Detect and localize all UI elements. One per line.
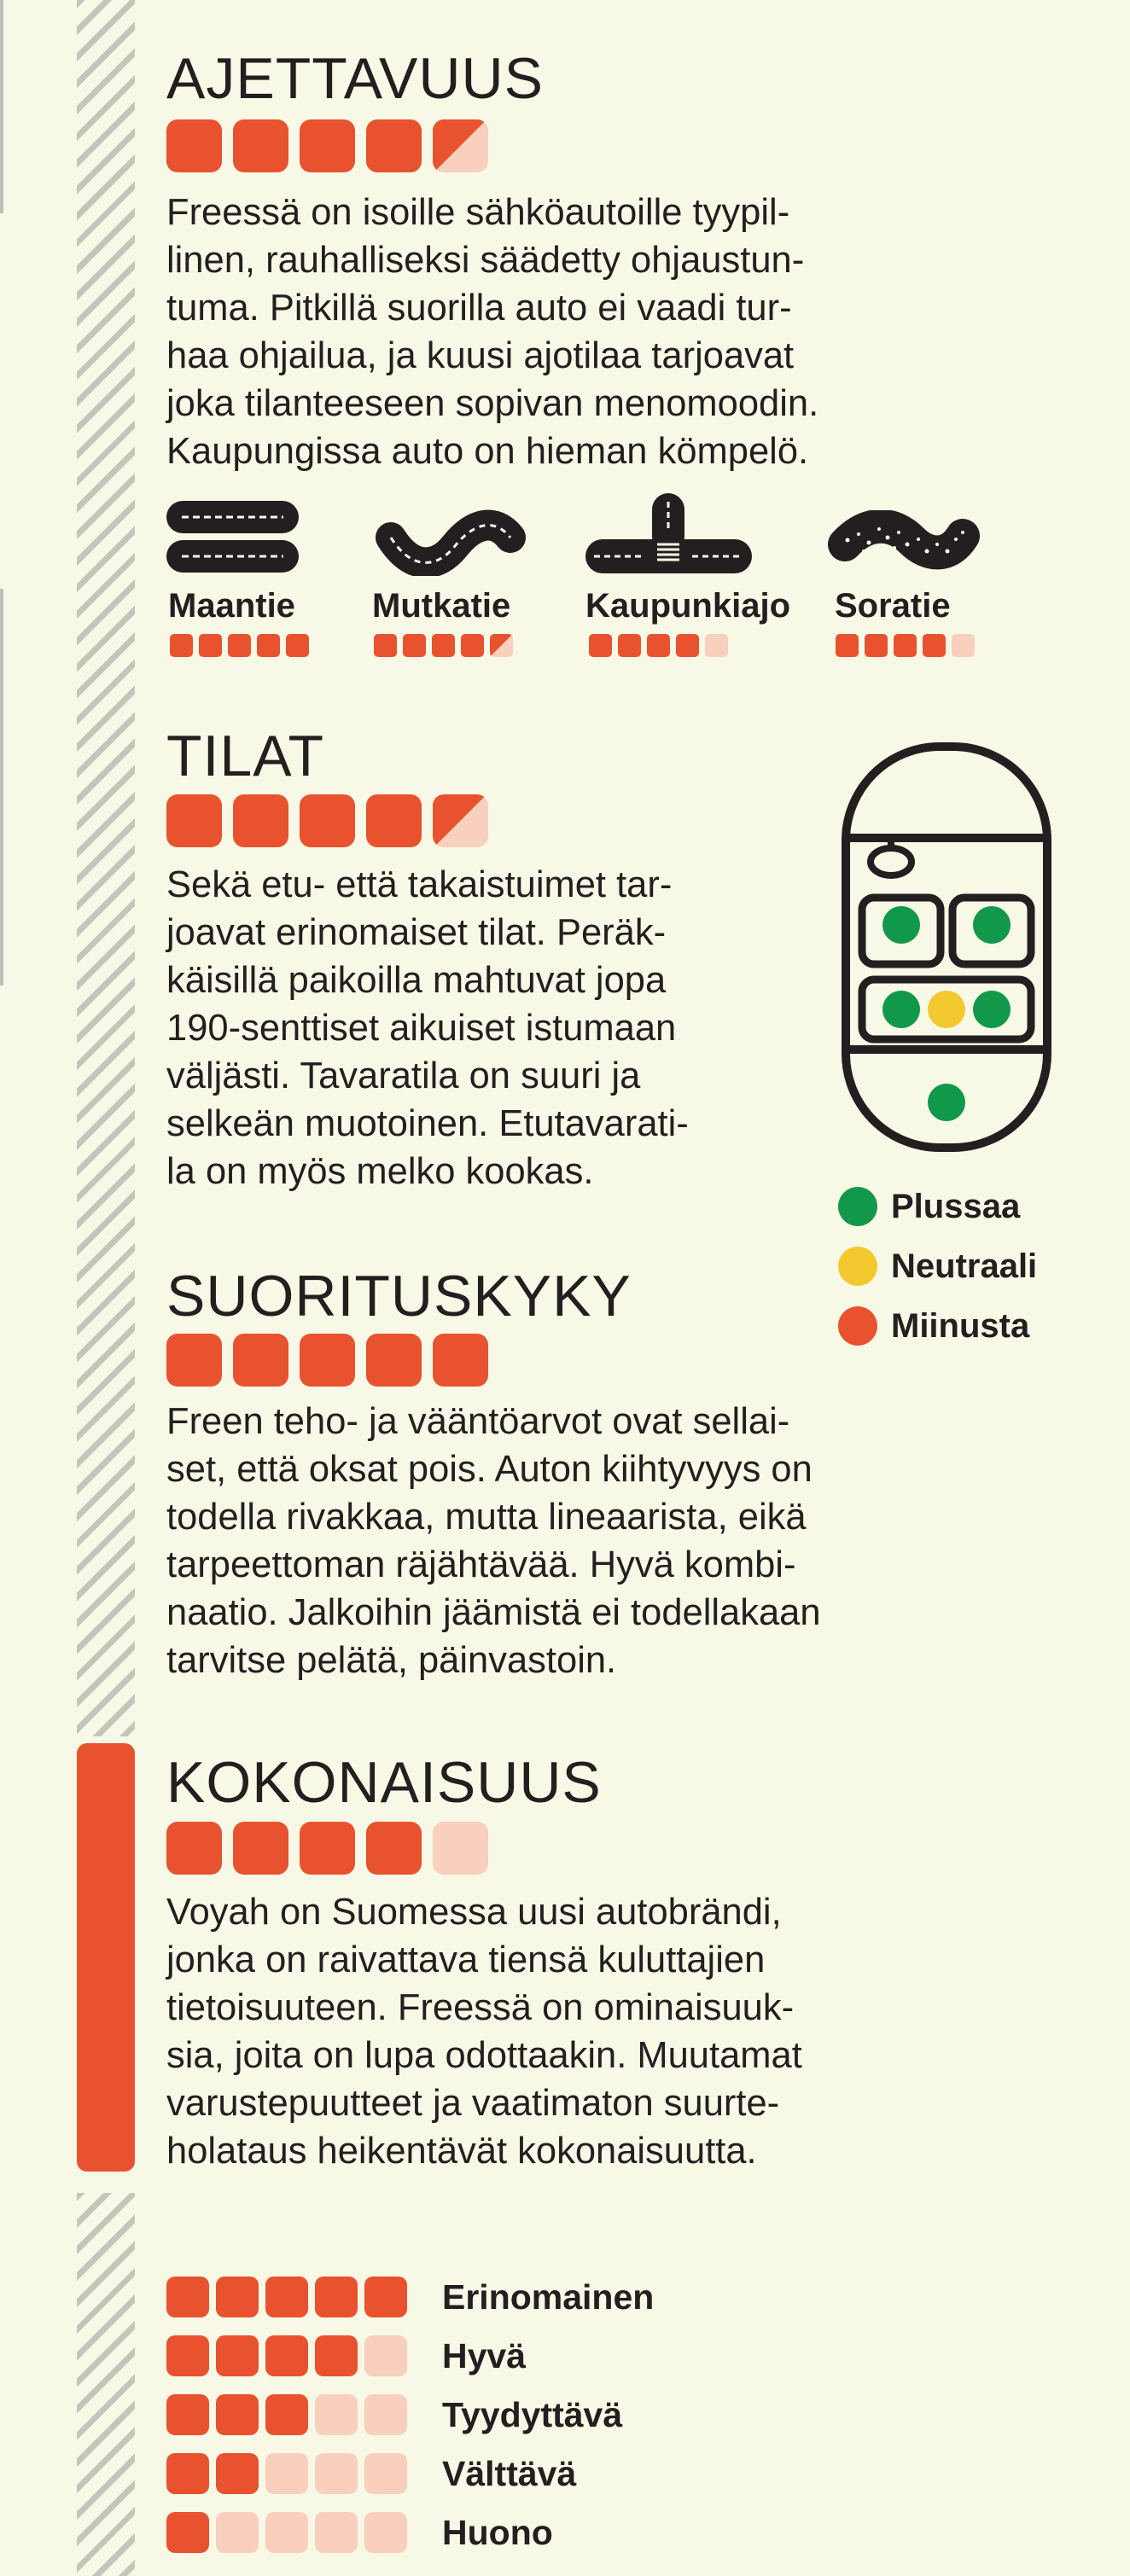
rating-squares <box>166 1334 488 1387</box>
rating-square <box>433 794 488 847</box>
section-title: SUORITUSKYKY <box>166 1264 632 1329</box>
rating-square <box>836 634 859 657</box>
cargo-dot <box>928 1084 965 1121</box>
rating-square <box>257 634 280 657</box>
legend-label: Miinusta <box>891 1306 1030 1345</box>
rating-square <box>233 119 288 172</box>
road-label-soratie: Soratie <box>835 587 951 625</box>
rating-square <box>170 634 193 657</box>
gravel-road-icon <box>826 510 980 574</box>
road-rating-maantie <box>170 634 309 657</box>
rear-middle-seat-dot <box>928 991 965 1028</box>
rating-square <box>315 2335 358 2376</box>
text-line: Kaupungissa auto on hieman kömpelö. <box>166 431 809 472</box>
text-line: todella rivakkaa, mutta lineaarista, eikä <box>166 1497 807 1538</box>
rating-square <box>676 634 699 657</box>
rating-square <box>315 2512 358 2553</box>
rating-square <box>461 634 484 657</box>
legend-dot <box>838 1306 877 1346</box>
rating-square <box>315 2277 358 2317</box>
section-text <box>166 861 689 1195</box>
rating-square <box>216 2335 259 2376</box>
page-edge-line <box>0 589 3 986</box>
scale-squares <box>166 2394 410 2435</box>
rating-square <box>490 634 513 657</box>
legend-item-plussaa <box>838 1187 1020 1226</box>
scale-squares <box>166 2453 410 2494</box>
scale-squares <box>166 2512 410 2553</box>
rating-square <box>403 634 426 657</box>
legend-label: Neutraali <box>891 1247 1038 1285</box>
rating-squares <box>166 794 488 847</box>
rating-square <box>374 634 397 657</box>
text-line: tarpeettoman räjähtävää. Hyvä kombi- <box>166 1544 796 1585</box>
rear-left-seat-dot <box>882 991 920 1028</box>
text-line: set, että oksat pois. Auton kiihtyvyys on <box>166 1449 813 1490</box>
rating-square <box>216 2453 259 2494</box>
highway-icon <box>166 499 299 576</box>
rating-square <box>865 634 888 657</box>
rear-right-seat-dot <box>973 991 1011 1028</box>
scale-row-tyydyttava <box>166 2394 622 2435</box>
section-title: AJETTAVUUS <box>166 46 544 111</box>
text-line: joka tilanteeseen sopivan menomoodin. <box>166 383 819 424</box>
road-rating-mutkatie <box>374 634 513 657</box>
text-line: Sekä etu- että takaistuimet tar- <box>166 864 673 905</box>
rating-square <box>364 2394 407 2435</box>
rating-square <box>265 2512 308 2553</box>
section-text <box>166 1398 821 1684</box>
rating-square <box>166 2335 209 2376</box>
text-line: joavat erinomaiset tilat. Peräk- <box>166 912 667 953</box>
text-line: tietoisuuteen. Freessä on ominaisuuk- <box>166 1987 795 2028</box>
section-title: KOKONAISUUS <box>166 1750 602 1815</box>
decorative-stripe-top <box>77 0 135 1736</box>
text-line: naatio. Jalkoihin jäämistä ei todellakaan <box>166 1592 821 1633</box>
text-line: käisillä paikoilla mahtuvat jopa <box>166 960 667 1001</box>
highlight-bar <box>77 1743 135 2172</box>
rating-square <box>366 794 422 847</box>
rating-square <box>166 119 222 172</box>
rating-square <box>233 1334 288 1387</box>
scale-label: Välttävä <box>442 2453 577 2493</box>
rating-square <box>432 634 455 657</box>
rating-square <box>300 119 355 172</box>
rating-square <box>286 634 309 657</box>
scale-row-valttava <box>166 2453 576 2494</box>
scale-row-huono <box>166 2512 553 2553</box>
scale-squares <box>166 2335 410 2376</box>
text-line: holataus heikentävät kokonaisuutta. <box>166 2131 757 2172</box>
section-title: TILAT <box>166 724 325 788</box>
decorative-stripe-bottom <box>77 2193 135 2576</box>
rating-square <box>166 1334 222 1387</box>
rating-squares <box>166 119 488 172</box>
rating-square <box>315 2453 358 2494</box>
text-line: tuma. Pitkillä suorilla auto ei vaadi tur- <box>166 288 792 329</box>
text-line: linen, rauhalliseksi säädetty ohjaustun- <box>166 240 805 281</box>
rating-square <box>433 1822 488 1875</box>
rating-square <box>233 1822 288 1875</box>
text-line: 190-senttiset aikuiset istumaan <box>166 1008 677 1049</box>
text-line: Voyah on Suomessa uusi autobrändi, <box>166 1892 782 1933</box>
road-rating-soratie <box>836 634 975 657</box>
winding-road-icon <box>374 508 527 576</box>
road-rating-kaupunkiajo <box>589 634 728 657</box>
scale-row-hyva <box>166 2335 526 2376</box>
page-edge-line <box>0 0 3 213</box>
rating-square <box>647 634 670 657</box>
section-text <box>166 1888 802 2175</box>
rating-square <box>166 1822 222 1875</box>
road-label-mutkatie: Mutkatie <box>372 587 511 625</box>
scale-label: Hyvä <box>442 2335 527 2375</box>
scale-label: Erinomainen <box>442 2277 655 2317</box>
legend-item-neutraali <box>838 1247 1037 1286</box>
rating-square <box>228 634 251 657</box>
text-line: jonka on raivattava tiensä kuluttajien <box>166 1939 766 1980</box>
rating-square <box>265 2335 308 2376</box>
rating-square <box>166 2394 209 2435</box>
scale-row-erinomainen <box>166 2277 654 2317</box>
text-line: Freessä on isoille sähköautoille tyypil- <box>166 192 790 233</box>
legend-dot <box>838 1247 877 1286</box>
rating-square <box>300 794 355 847</box>
rating-square <box>300 1334 355 1387</box>
front-left-seat-dot <box>882 906 920 944</box>
rating-square <box>300 1822 355 1875</box>
rating-square <box>265 2453 308 2494</box>
rating-square <box>923 634 946 657</box>
rating-square <box>216 2394 259 2435</box>
city-crossroad-icon <box>585 493 752 579</box>
seat-dots <box>882 906 1011 1121</box>
rating-square <box>216 2277 259 2317</box>
rating-square <box>364 2277 407 2317</box>
rating-square <box>265 2394 308 2435</box>
rating-square <box>894 634 917 657</box>
rating-square <box>433 119 488 172</box>
rating-square <box>199 634 222 657</box>
rating-square <box>366 119 422 172</box>
text-line: tarvitse pelätä, päinvastoin. <box>166 1640 617 1681</box>
road-label-kaupunkiajo: Kaupunkiajo <box>585 587 791 625</box>
text-line: haa ohjailua, ja kuusi ajotilaa tarjoavat <box>166 335 795 376</box>
rating-square <box>364 2512 407 2553</box>
legend-label: Plussaa <box>891 1187 1021 1225</box>
rating-square <box>952 634 975 657</box>
rating-square <box>364 2453 407 2494</box>
text-line: varustepuutteet ja vaatimaton suurte- <box>166 2083 780 2124</box>
text-line: Freen teho- ja vääntöarvot ovat sellai- <box>166 1401 790 1442</box>
scale-squares <box>166 2277 410 2317</box>
rating-square <box>265 2277 308 2317</box>
front-right-seat-dot <box>973 906 1011 944</box>
rating-squares <box>166 1822 488 1875</box>
car-seat-layout-icon <box>842 742 1051 1156</box>
scale-label: Huono <box>442 2512 553 2552</box>
rating-square <box>166 2277 209 2317</box>
rating-square <box>166 2453 209 2494</box>
rating-square <box>233 794 288 847</box>
rating-square <box>366 1334 422 1387</box>
rating-square <box>366 1822 422 1875</box>
section-text <box>166 189 818 475</box>
rating-square <box>705 634 728 657</box>
scale-label: Tyydyttävä <box>442 2394 623 2434</box>
rating-square <box>216 2512 259 2553</box>
rating-square <box>166 2512 209 2553</box>
text-line: sia, joita on lupa odottaakin. Muutamat <box>166 2035 802 2076</box>
text-line: la on myös melko kookas. <box>166 1151 594 1192</box>
rating-square <box>166 794 222 847</box>
text-line: väljästi. Tavaratila on suuri ja <box>166 1055 641 1096</box>
legend-dot <box>838 1187 877 1226</box>
text-line: selkeän muotoinen. Etutavarati- <box>166 1103 689 1144</box>
legend-item-miinusta <box>838 1306 1029 1346</box>
rating-square <box>589 634 612 657</box>
rating-square <box>433 1334 488 1387</box>
rating-square <box>364 2335 407 2376</box>
rating-square <box>618 634 641 657</box>
rating-square <box>315 2394 358 2435</box>
road-label-maantie: Maantie <box>168 587 295 625</box>
